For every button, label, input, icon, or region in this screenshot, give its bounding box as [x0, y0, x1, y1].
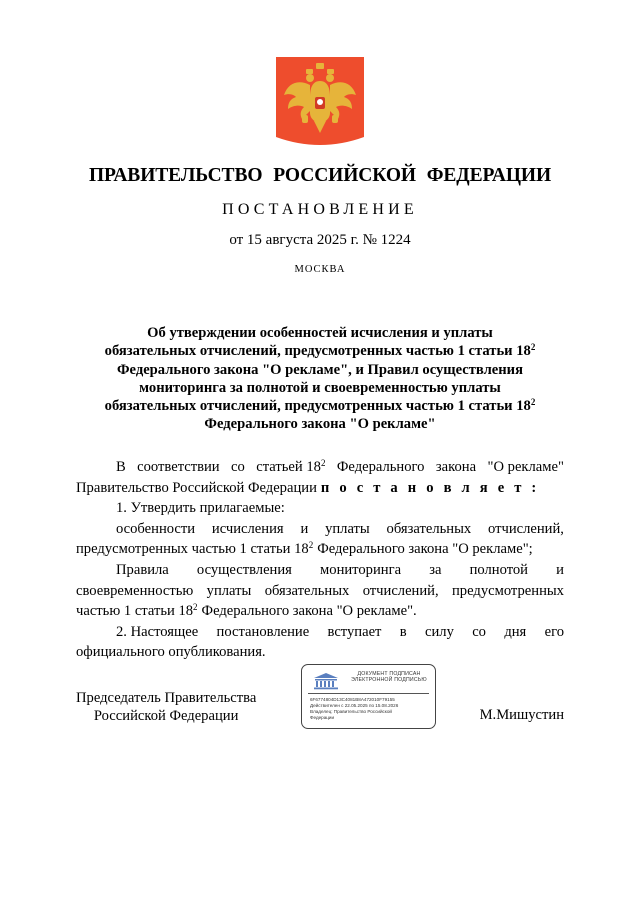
- document-body: [76, 457, 564, 663]
- electronic-signature-stamp: [301, 664, 436, 729]
- stamp-divider: [308, 693, 429, 694]
- certificate-serial: 6F6774804D13C4081B8A472010F79155: [310, 697, 395, 702]
- paragraph-line: особенности исчисления и уплаты обязательных отчислений,: [116, 520, 564, 537]
- certificate-validity: Действителен с 22.05.2025 по 15.08.2026: [310, 703, 399, 709]
- document-date-number: от 15 августа 2025 г. № 1224: [229, 232, 411, 248]
- certificate-owner: Федерации: [310, 715, 335, 721]
- paragraph-line: 1. Утвердить прилагаемые:: [116, 500, 285, 517]
- paragraph-line: В соответствии со статьей $18^2$ Федерального закона "О рекламе": [116, 458, 564, 475]
- paragraph-line: Правила осуществления мониторинга за полнотой и: [116, 561, 564, 578]
- subject-line: обязательных отчислений, предусмотренных частью 1 статьи $18^2$: [104, 342, 536, 360]
- subject-line: Федерального закона "О рекламе": [204, 416, 436, 433]
- signatory-position: Председатель Правительства Российской Федерации: [76, 690, 257, 724]
- document-city: МОСКВА: [294, 264, 346, 275]
- paragraph-line: предусмотренных частью 1 статьи $18^2$ Федерального закона "О рекламе";: [76, 540, 533, 558]
- subject-line: мониторинга за полнотой и своевременностью уплаты: [139, 379, 501, 396]
- paragraph-line: частью 1 статьи $18^2$ Федерального закона "О рекламе".: [76, 602, 417, 620]
- paragraph-line: 2. Настоящее постановление вступает в силу со дня его: [116, 623, 564, 640]
- subject-line: Федерального закона "О рекламе", и Правил осуществления: [117, 361, 523, 378]
- russian-coat-of-arms-icon: [276, 57, 364, 145]
- signatory-name: М.Мишустин: [479, 707, 564, 723]
- document-type: ПОСТАНОВЛЕНИЕ: [222, 201, 418, 218]
- stamp-heading: ДОКУМЕНТ ПОДПИСАН ЭЛЕКТРОННОЙ ПОДПИСЬЮ: [351, 671, 427, 684]
- stamp-details: [310, 697, 434, 721]
- document-subject: [76, 324, 564, 434]
- decree-verb: п о с т а н о в л я е т :: [320, 479, 540, 496]
- government-title: ПРАВИТЕЛЬСТВО РОССИЙСКОЙ ФЕДЕРАЦИИ: [88, 165, 552, 186]
- certificate-owner: Владелец: Правительство Российской: [310, 709, 392, 715]
- paragraph-line: своевременностью уплаты обязательных отчислений, предусмотренных: [76, 582, 564, 599]
- paragraph-line: Правительство Российской Федерации п о с т а н о в л я е т :: [76, 478, 564, 499]
- subject-line: обязательных отчислений, предусмотренных частью 1 статьи $18^2$: [104, 397, 536, 415]
- government-building-icon: [310, 672, 342, 690]
- paragraph-line: официального опубликования.: [76, 644, 266, 661]
- subject-line: Об утверждении особенностей исчисления и уплаты: [147, 325, 493, 341]
